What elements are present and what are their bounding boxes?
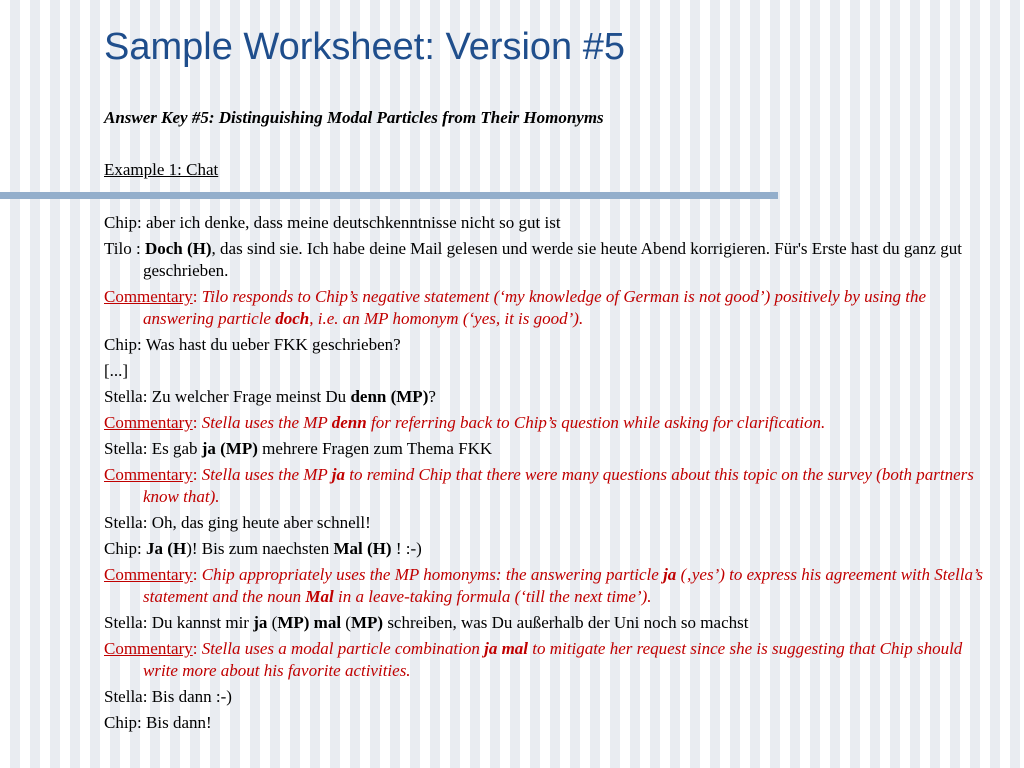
answer-key-heading: Answer Key #5: Distinguishing Modal Particles from Their Homonyms — [104, 108, 604, 127]
highlighted-particle: ja — [253, 613, 268, 632]
commentary-line: Commentary: Chip appropriately uses the MP homonyms: the answering particle ja (‚yes’) to express his agreement with Stella’s statement and the noun Mal in a leave-taking formula (‘till the next time’). — [104, 565, 984, 606]
highlighted-particle: denn — [331, 413, 367, 432]
chat-transcript — [104, 212, 984, 738]
text-segment: , das sind sie. Ich habe deine Mail gelesen und werde sie heute Abend korrigieren. Für's Erste hast du ganz gut geschrieben. — [143, 239, 962, 280]
chat-line — [104, 538, 984, 560]
text-segment: Chip: Was hast du ueber FKK geschrieben? — [104, 335, 401, 354]
text-segment: Stella uses the MP — [201, 413, 332, 432]
commentary-line: Commentary: Stella uses the MP ja to remind Chip that there were many questions about this topic on the survey (both partners know that). — [104, 465, 974, 506]
commentary-label: Commentary — [104, 287, 193, 306]
chat-line — [104, 360, 984, 382]
text-segment: Stella: Zu welcher Frage meinst Du — [104, 387, 351, 406]
commentary-label: Commentary — [104, 639, 193, 658]
highlighted-particle: ja (MP) — [201, 439, 258, 458]
commentary-text — [202, 413, 825, 432]
highlighted-particle: doch — [275, 309, 310, 328]
chat-line — [104, 512, 984, 534]
commentary-line: Commentary: Stella uses the MP denn for referring back to Chip’s question while asking for clarification. — [104, 413, 826, 432]
commentary-text — [143, 287, 926, 328]
highlighted-particle: MP) mal — [277, 613, 342, 632]
horizontal-divider — [0, 192, 778, 199]
text-segment: )! Bis zum naechsten — [186, 539, 334, 558]
text-segment: , i.e. an MP homonym (‘yes, it is good’). — [309, 309, 584, 328]
commentary-label: Commentary — [104, 465, 193, 484]
chat-line — [104, 238, 984, 282]
commentary-text — [143, 565, 983, 606]
text-segment: (‚yes’) to express his agreement with Stella’s statement and the noun — [143, 565, 984, 606]
text-segment: in a leave-taking formula (‘till the next time’). — [333, 587, 652, 606]
text-segment: Chip appropriately uses the MP homonyms: the answering particle — [201, 565, 664, 584]
text-segment: Stella uses the MP — [201, 465, 332, 484]
highlighted-particle: Ja (H — [146, 539, 187, 558]
commentary-text — [143, 465, 974, 506]
text-segment: for referring back to Chip’s question while asking for clarification. — [366, 413, 826, 432]
commentary-line: Commentary: Tilo responds to Chip’s negative statement (‘my knowledge of German is not good’) positively by using the answering particle doch, i.e. an MP homonym (‘yes, it is good’). — [104, 287, 927, 328]
commentary-line: Commentary: Stella uses a modal particle combination ja mal to mitigate her request since she is suggesting that Chip should write more about his favorite activities. — [104, 639, 963, 680]
slide-title: Sample Worksheet: Version #5 — [104, 26, 626, 68]
text-segment: Stella: Du kannst mir — [104, 613, 254, 632]
highlighted-particle: denn (MP) — [350, 387, 429, 406]
text-segment: Stella: Oh, das ging heute aber schnell! — [104, 513, 371, 532]
text-segment: ( — [341, 613, 351, 632]
text-segment: Tilo responds to Chip’s negative statement (‘my knowledge of German is not good’) positively by using the answering particle — [143, 287, 927, 328]
text-segment: mehrere Fragen zum Thema FKK — [257, 439, 493, 458]
commentary-label: Commentary — [104, 565, 193, 584]
text-segment: Chip: aber ich denke, dass meine deutschkenntnisse nicht so gut ist — [104, 213, 561, 232]
example-heading: Example 1: Chat — [104, 160, 219, 179]
text-segment: ( — [267, 613, 278, 632]
highlighted-particle: MP) — [350, 613, 384, 632]
highlighted-particle: Doch (H) — [144, 239, 212, 258]
text-segment: schreiben, was Du außerhalb der Uni noch so machst — [383, 613, 749, 632]
chat-line — [104, 438, 984, 460]
chat-line — [104, 386, 984, 408]
text-segment: ? — [428, 387, 436, 406]
text-segment: Tilo : — [104, 239, 145, 258]
commentary-label: Commentary — [104, 413, 193, 432]
text-segment: Stella uses a modal particle combination — [201, 639, 485, 658]
chat-line — [104, 212, 984, 234]
chat-line — [104, 686, 984, 708]
text-segment: [...] — [104, 361, 129, 380]
highlighted-particle: ja — [331, 465, 345, 484]
highlighted-particle: ja — [663, 565, 677, 584]
text-segment: Stella: Es gab — [104, 439, 202, 458]
text-segment: ! :-) — [391, 539, 422, 558]
text-segment: Chip: — [104, 539, 147, 558]
highlighted-particle: Mal — [305, 587, 334, 606]
text-segment: to mitigate her request since she is suggesting that Chip should write more about his favorite activities. — [143, 639, 963, 680]
text-segment: to remind Chip that there were many questions about this topic on the survey (both partners know that). — [143, 465, 974, 506]
highlighted-particle: ja mal — [484, 639, 529, 658]
text-segment: Stella: Bis dann :-) — [104, 687, 232, 706]
chat-line — [104, 612, 984, 634]
text-segment: Chip: Bis dann! — [104, 713, 212, 732]
chat-line — [104, 334, 984, 356]
chat-line — [104, 712, 984, 734]
commentary-text — [143, 639, 962, 680]
highlighted-particle: Mal (H) — [333, 539, 392, 558]
